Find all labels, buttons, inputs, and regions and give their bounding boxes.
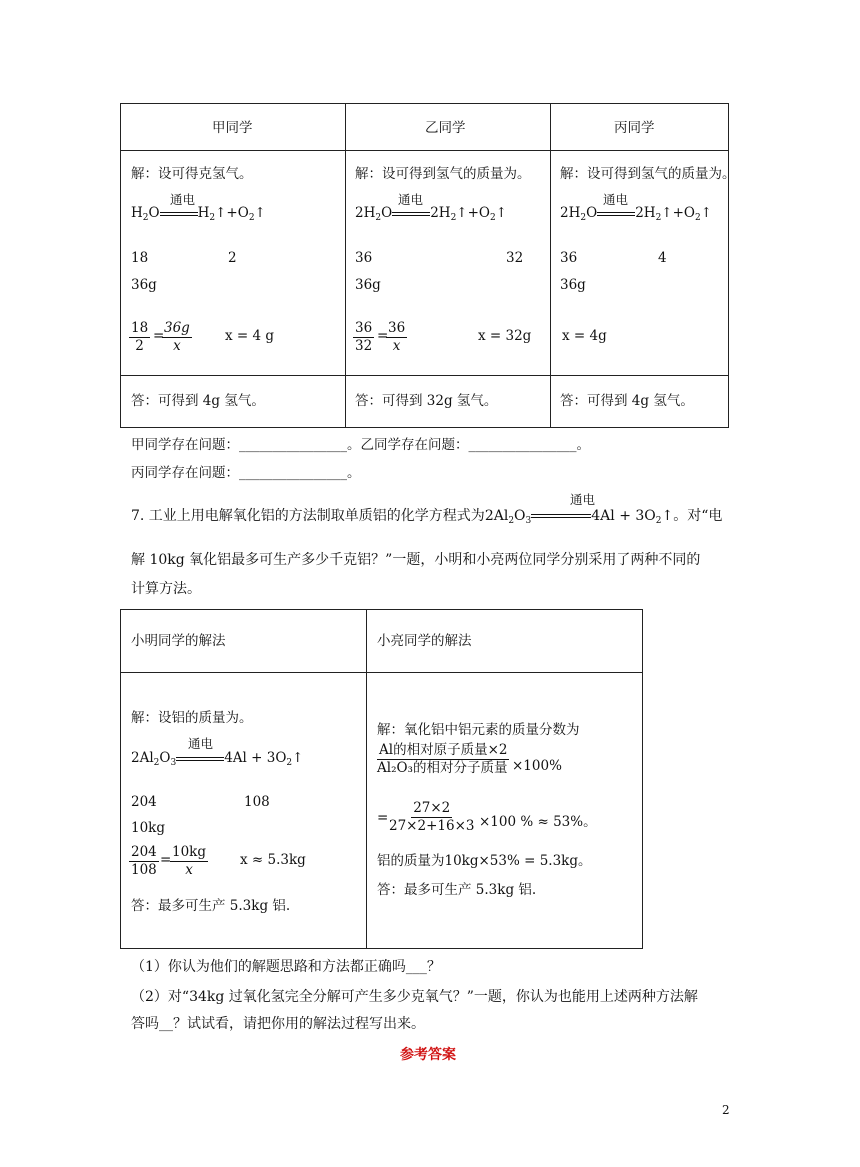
yi-mass2: 32 <box>506 250 524 266</box>
bing-mass2: 4 <box>658 250 667 266</box>
jia-equals: = <box>153 328 165 344</box>
xm-equation: $2Al_2O_3$ $4Al + 3O_2↑$ <box>131 750 304 768</box>
jia-fraction-2: $\frac{36g}{x}$ <box>164 320 190 354</box>
yi-setup: 解：设可得到氢气的质量为。 <box>355 166 531 182</box>
jia-setup: 解：设可得克氢气。 <box>131 166 253 182</box>
xl-eq-prefix: = <box>377 810 389 826</box>
xl-answer: 答：最多可生产 5.3kg 铝. <box>377 882 537 898</box>
yi-condition: 通电 <box>398 192 424 207</box>
yi-result: x = 32g <box>478 328 532 344</box>
header-xiaoliang: 小亮同学的解法 <box>377 633 472 649</box>
q7-equation: $2Al_2O_3$ $4Al + 3O_2↑$ <box>484 508 674 526</box>
q7-intro: 7. 工业上用电解氧化铝的方法制取单质铝的化学方程式为$2Al_2O_3$ $4Al + 3O_2↑$。对“电 <box>131 508 723 526</box>
xl-times-100: ×100% <box>512 758 562 774</box>
xl-fraction-2: $\frac{27\times 2}{27\times 2+16\times 3}$ <box>389 800 475 834</box>
jia-condition: 通电 <box>170 192 196 207</box>
header-xiaoming: 小明同学的解法 <box>131 633 226 649</box>
xm-equals: = <box>160 852 172 868</box>
q7-line3: 计算方法。 <box>131 581 201 597</box>
bing-condition: 通电 <box>603 192 629 207</box>
bing-result: x = 4g <box>562 328 607 344</box>
xl-eq-suffix: ×100 % ≈ 53%。 <box>479 814 597 830</box>
jia-mass2: 2 <box>228 250 237 266</box>
q7-line2: 解 10kg 氧化铝最多可生产多少千克铝？”一题，小明和小亮两位同学分别采用了两种不同的 <box>131 552 701 568</box>
jia-mass1: 18 <box>131 250 149 266</box>
bing-given: 36g <box>560 277 586 293</box>
page-number: 2 <box>722 1103 730 1117</box>
xm-given: 10kg <box>131 820 166 836</box>
jia-fraction-1: $\frac{18}{2}$ <box>131 320 149 354</box>
q7-condition: 通电 <box>570 492 596 507</box>
xm-condition: 通电 <box>188 736 214 751</box>
header-jia: 甲同学 <box>212 120 253 136</box>
question-1: （1）你认为他们的解题思路和方法都正确吗___？ <box>131 959 441 975</box>
yi-fraction-2: $\frac{36}{x}$ <box>388 320 406 354</box>
xm-result: x ≈ 5.3kg <box>240 852 306 868</box>
yi-mass1: 36 <box>355 250 373 266</box>
bing-equation: $2H_2O$ $2H_2↑+O_2↑$ <box>560 205 713 223</box>
problem-line-bing: 丙同学存在问题：________________。 <box>131 465 361 481</box>
bing-mass1: 36 <box>560 250 578 266</box>
bing-setup: 解：设可得到氢气的质量为。 <box>560 166 736 182</box>
xm-fraction-2: $\frac{10kg}{x}$ <box>172 844 207 878</box>
yi-given: 36g <box>355 277 381 293</box>
jia-result: x = 4 g <box>225 328 275 344</box>
question-2-line-a: （2）对“34kg 过氧化氢完全分解可产生多少克氧气？”一题，你认为也能用上述两种方法解 <box>131 989 698 1005</box>
yi-equals: = <box>377 328 389 344</box>
xl-mass-line: 铝的质量为10kg×53% = 5.3kg。 <box>377 853 592 869</box>
jia-answer: 答：可得到 4g 氢气。 <box>131 393 265 409</box>
xl-fraction-1: Al的相对原子质量×2 Al₂O₃的相对分子质量 <box>377 742 508 776</box>
reference-answer-heading: 参考答案 <box>400 1047 456 1063</box>
xm-fraction-1: $\frac{204}{108}$ <box>131 844 157 878</box>
yi-fraction-1: $\frac{36}{32}$ <box>355 320 373 354</box>
question-2-line-b: 答吗__？试试看，请把你用的解法过程写出来。 <box>131 1016 425 1032</box>
jia-equation: $H_2O$ $H_2↑+O_2↑$ <box>131 205 266 223</box>
header-bing: 丙同学 <box>614 120 655 136</box>
xl-setup: 解：氧化铝中铝元素的质量分数为 <box>377 722 580 738</box>
xm-mass1: 204 <box>131 794 157 810</box>
xm-answer: 答：最多可生产 5.3kg 铝. <box>131 898 291 914</box>
xm-setup: 解：设铝的质量为。 <box>131 710 253 726</box>
yi-equation: $2H_2O$ $2H_2↑+O_2↑$ <box>355 205 508 223</box>
yi-answer: 答：可得到 32g 氢气。 <box>355 393 498 409</box>
bing-answer: 答：可得到 4g 氢气。 <box>560 393 694 409</box>
problem-line-jia-yi: 甲同学存在问题：________________。乙同学存在问题：________________。 <box>131 437 590 453</box>
jia-given: 36g <box>131 277 157 293</box>
xm-mass2: 108 <box>244 794 270 810</box>
header-yi: 乙同学 <box>425 120 466 136</box>
